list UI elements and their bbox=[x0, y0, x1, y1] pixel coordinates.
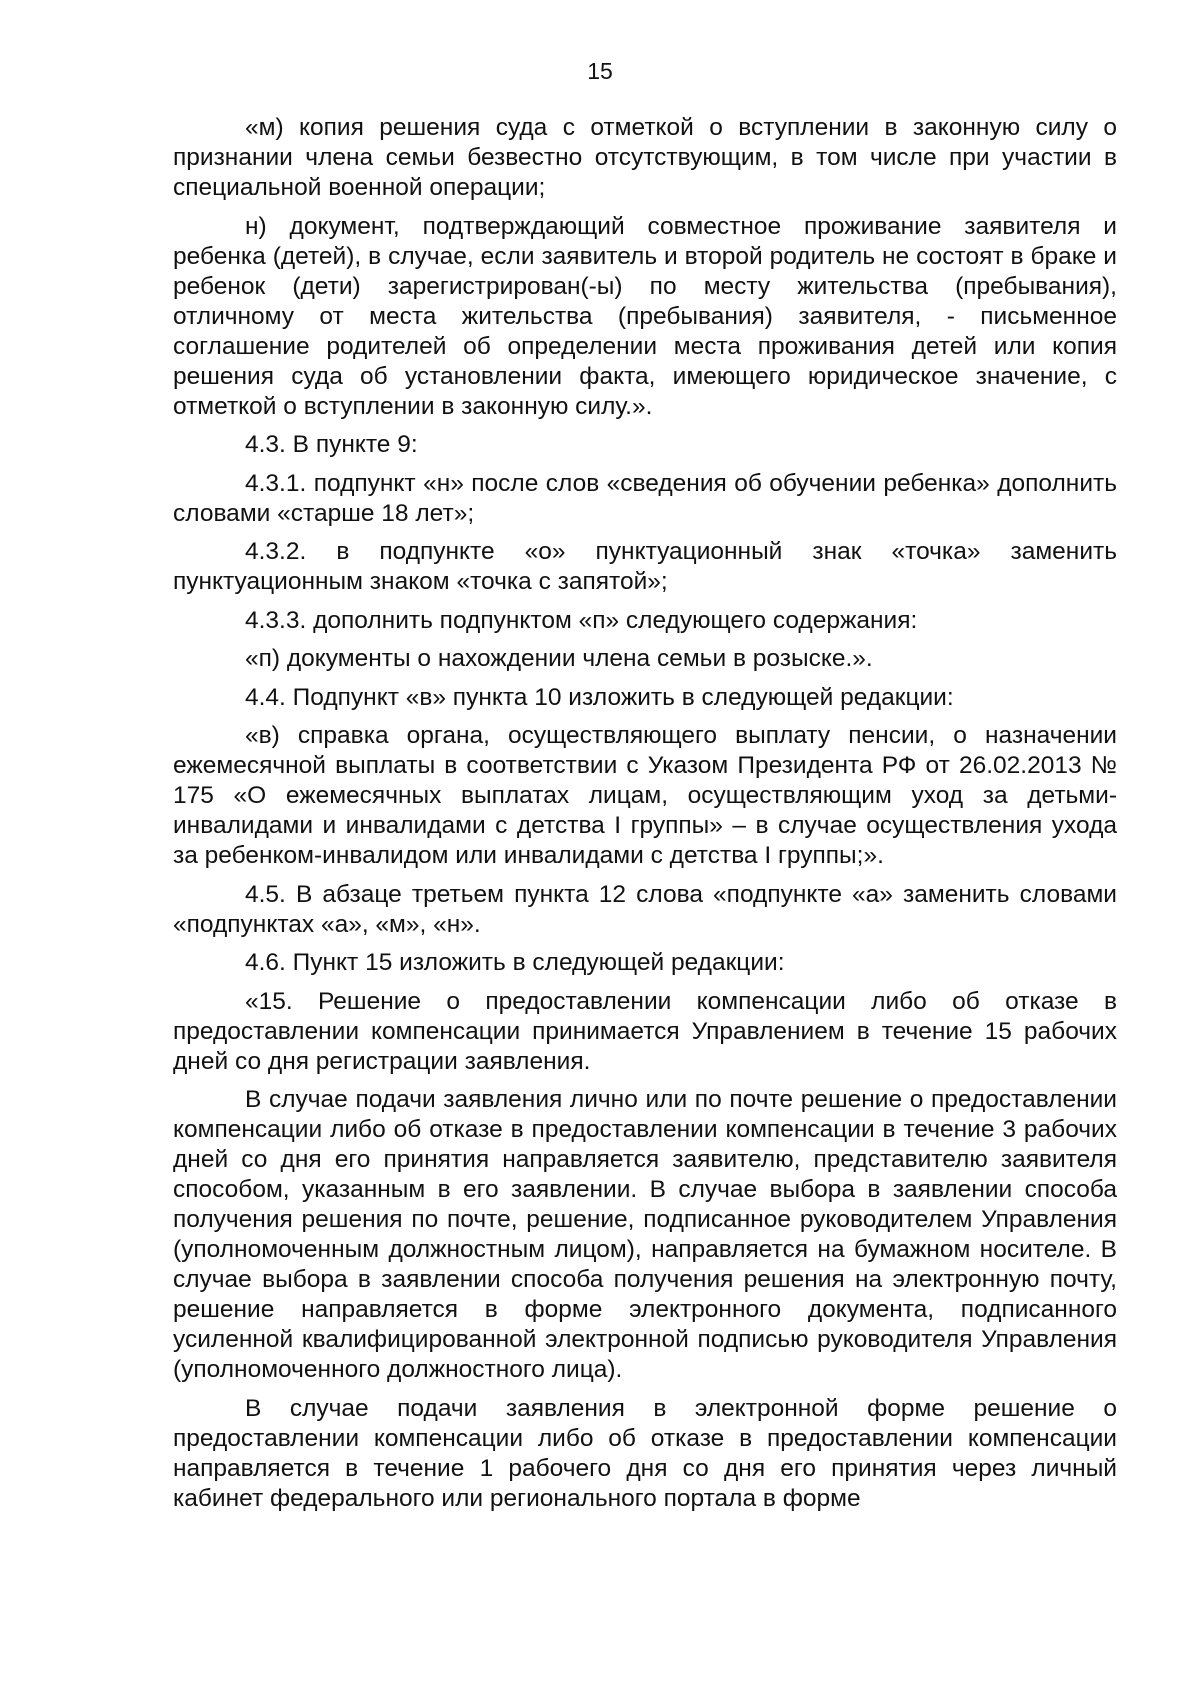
paragraph-15-in-person-or-mail: В случае подачи заявления лично или по почте решение о предоставлении компенсации либо об отказе в предоставлении компенсации в течение 3 рабочих дней со дня его принятия направляется заявителю, представителю заявителя способом, указанным в его заявлении. В случае выбора в заявлении способа получения решения по почте, решение, подписанное руководителем Управления (уполномоченным должностным лицом), направляется на бумажном носителе. В случае выбора в заявлении способа получения решения на электронную почту, решение направляется в форме электронного документа, подписанного усиленной квалифицированной электронной подписью руководителя Управления (уполномоченного должностного лица). bbox=[173, 1086, 1117, 1383]
paragraph-4-4: 4.4. Подпункт «в» пункта 10 изложить в следующей редакции: bbox=[245, 683, 954, 711]
paragraph-4-3-3: 4.3.3. дополнить подпунктом «п» следующего содержания: bbox=[245, 606, 918, 634]
paragraph-item-v: «в) справка органа, осуществляющего выплату пенсии, о назначении ежемесячной выплаты в соответствии с Указом Президента РФ от 26.02.2013 № 175 «О ежемесячных выплатах лицам, осуществляющим уход за детьми-инвалидами и инвалидами с детства I группы» – в случае осуществления ухода за ребенком-инвалидом или инвалидами с детства I группы;». bbox=[173, 722, 1117, 869]
paragraph-item-p: «п) документы о нахождении члена семьи в розыске.». bbox=[245, 645, 873, 672]
paragraph-4-3-2: 4.3.2. в подпункте «о» пунктуационный знак «точка» заменить пунктуационным знаком «точка с запятой»; bbox=[173, 538, 1117, 595]
paragraph-4-5: 4.5. В абзаце третьем пункта 12 слова «подпункте «а» заменить словами «подпунктах «а», «м», «н». bbox=[173, 880, 1117, 938]
document-body bbox=[173, 113, 1117, 1522]
paragraph-15-decision: «15. Решение о предоставлении компенсации либо об отказе в предоставлении компенсации принимается Управлением в течение 15 рабочих дней со дня регистрации заявления. bbox=[173, 987, 1117, 1075]
paragraph-15-electronic: В случае подачи заявления в электронной форме решение о предоставлении компенсации либо об отказе в предоставлении компенсации направляется в течение 1 рабочего дня со дня его принятия через личный кабинет федерального или регионального портала в форме bbox=[173, 1394, 1117, 1512]
paragraph-4-3-1: 4.3.1. подпункт «н» после слов «сведения об обучении ребенка» дополнить словами «старше 18 лет»; bbox=[173, 469, 1117, 527]
paragraph-4-3: 4.3. В пункте 9: bbox=[245, 431, 418, 458]
paragraph-4-6: 4.6. Пункт 15 изложить в следующей редакции: bbox=[245, 949, 785, 976]
page-number: 15 bbox=[587, 58, 613, 84]
paragraph-item-n: н) документ, подтверждающий совместное проживание заявителя и ребенка (детей), в случае, если заявитель и второй родитель не состоят в браке и ребенок (дети) зарегистрирован(-ы) по месту жительства (пребывания), отличному от места жительства (пребывания) заявителя, - письменное соглашение родителей об определении места проживания детей или копия решения суда об установлении факта, имеющего юридическое значение, с отметкой о вступлении в законную силу.». bbox=[173, 212, 1117, 420]
paragraph-item-m: «м) копия решения суда с отметкой о вступлении в законную силу о признании члена семьи безвестно отсутствующим, в том числе при участии в специальной военной операции; bbox=[173, 114, 1117, 201]
